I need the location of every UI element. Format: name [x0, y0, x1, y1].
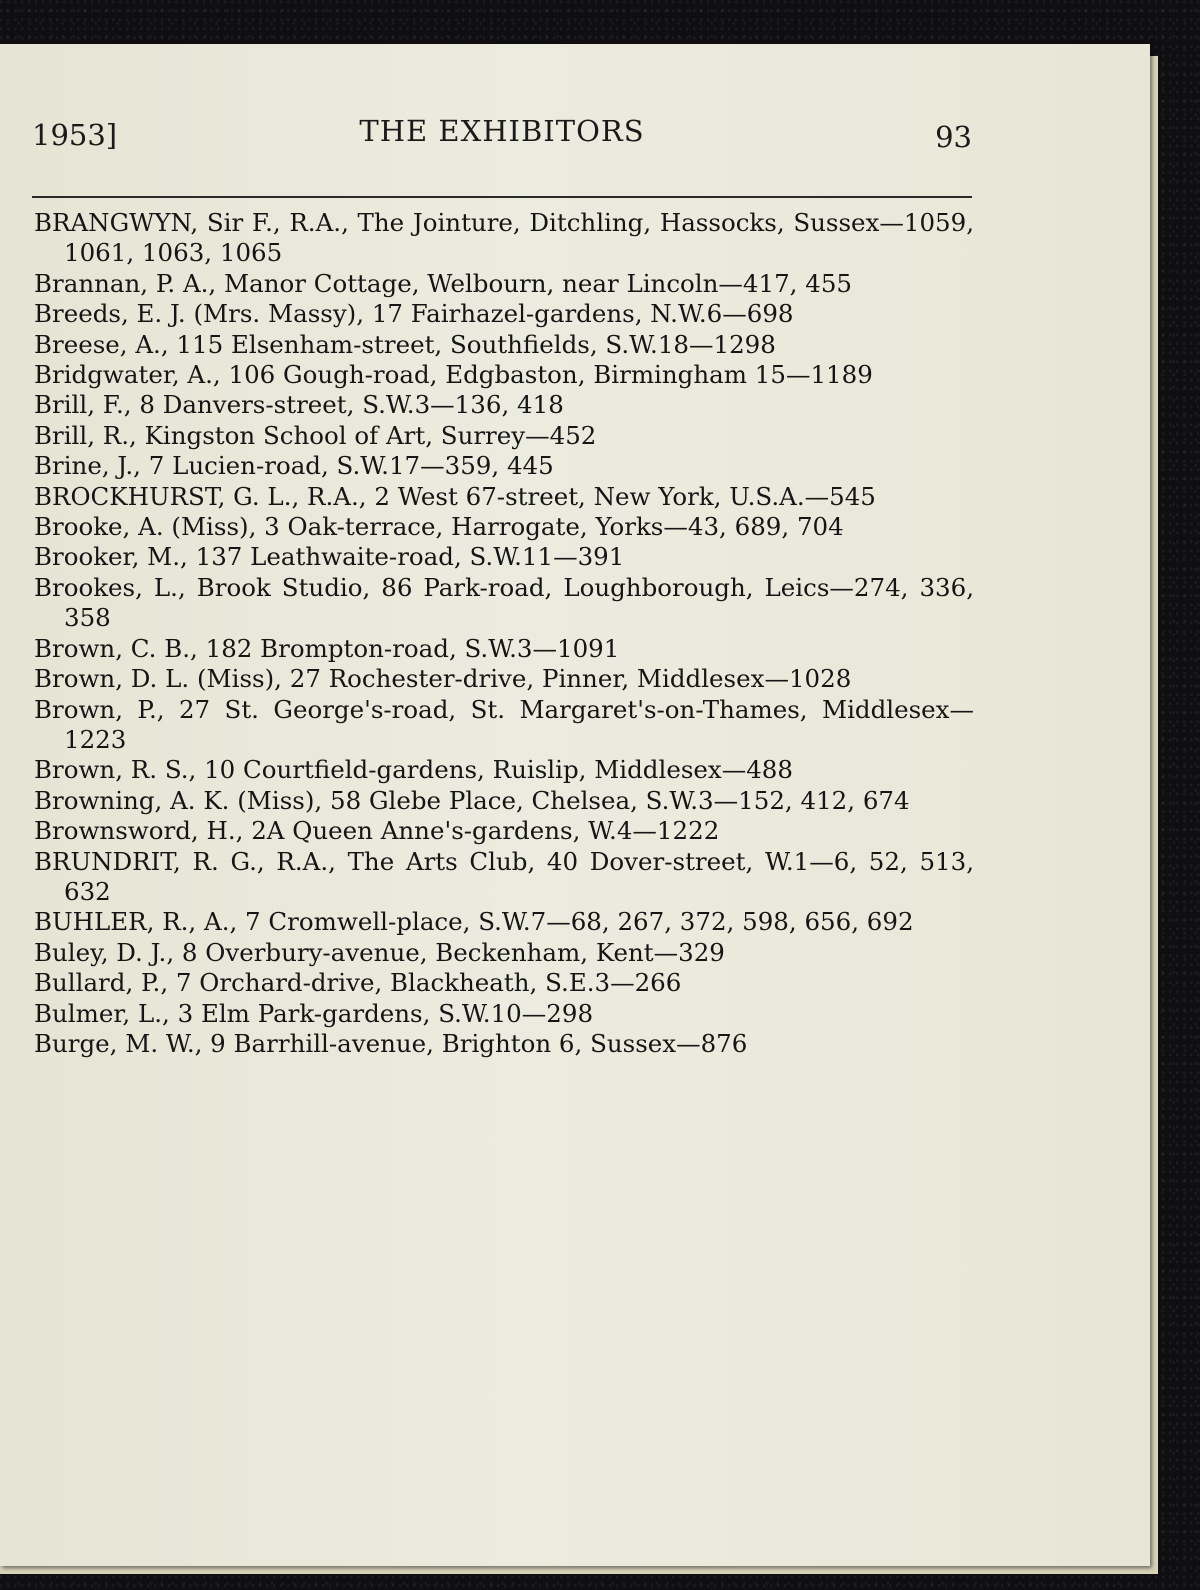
list-item: Brownsword, H., 2A Queen Anne's-gardens, W.4—1222 — [34, 816, 720, 846]
list-item: Brill, R., Kingston School of Art, Surrey—452 — [34, 420, 597, 450]
list-item: Bulmer, L., 3 Elm Park-gardens, S.W.10—298 — [34, 998, 594, 1028]
list-item: Brooke, A. (Miss), 3 Oak-terrace, Harrogate, Yorks—43, 689, 704 — [34, 512, 844, 542]
exhibitor-list — [34, 208, 974, 1059]
list-item: BRUNDRIT, R. G., R.A., The Arts Club, 40 Dover-street, W.1—6, 52, 513, 632 — [34, 846, 974, 906]
list-item: Bridgwater, A., 106 Gough-road, Edgbaston, Birmingham 15—1189 — [34, 360, 873, 390]
list-item: Browning, A. K. (Miss), 58 Glebe Place, Chelsea, S.W.3—152, 412, 674 — [34, 785, 910, 815]
list-item: BROCKHURST, G. L., R.A., 2 West 67-street, New York, U.S.A.—545 — [34, 481, 876, 511]
list-item: BUHLER, R., A., 7 Cromwell-place, S.W.7—68, 267, 372, 598, 656, 692 — [34, 907, 914, 937]
list-item: Burge, M. W., 9 Barrhill-avenue, Brighton 6, Sussex—876 — [34, 1028, 748, 1058]
list-item: Brookes, L., Brook Studio, 86 Park-road, Loughborough, Leics—274, 336, 358 — [34, 572, 974, 633]
list-item: Brown, D. L. (Miss), 27 Rochester-drive, Pinner, Middlesex—1028 — [34, 664, 852, 694]
running-header — [32, 104, 972, 154]
list-item: Brown, C. B., 182 Brompton-road, S.W.3—1091 — [34, 633, 620, 663]
header-rule — [32, 196, 972, 198]
list-item: Brill, F., 8 Danvers-street, S.W.3—136, 418 — [34, 390, 564, 420]
list-item: Brannan, P. A., Manor Cottage, Welbourn, near Lincoln—417, 455 — [34, 268, 853, 298]
list-item: Breese, A., 115 Elsenham-street, Southfields, S.W.18—1298 — [34, 329, 776, 359]
page-number: 93 — [935, 120, 972, 154]
list-item: Brown, R. S., 10 Courtfield-gardens, Ruislip, Middlesex—488 — [34, 755, 793, 785]
list-item: Brooker, M., 137 Leathwaite-road, S.W.11—391 — [34, 542, 625, 572]
list-item: Breeds, E. J. (Mrs. Massy), 17 Fairhazel-gardens, N.W.6—698 — [34, 299, 794, 329]
list-item: Buley, D. J., 8 Overbury-avenue, Beckenham, Kent—329 — [34, 937, 725, 967]
list-item: Bullard, P., 7 Orchard-drive, Blackheath, S.E.3—266 — [34, 968, 682, 998]
list-item: Brine, J., 7 Lucien-road, S.W.17—359, 445 — [34, 451, 554, 481]
header-year: 1953] — [32, 118, 118, 152]
list-item: Brown, P., 27 St. George's-road, St. Margaret's-on-Thames, Middlesex—1223 — [34, 694, 974, 754]
header-title: THE EXHIBITORS — [359, 114, 645, 148]
list-item: BRANGWYN, Sir F., R.A., The Jointure, Ditchling, Hassocks, Sussex—1059, 1061, 1063, 1065 — [34, 208, 974, 268]
